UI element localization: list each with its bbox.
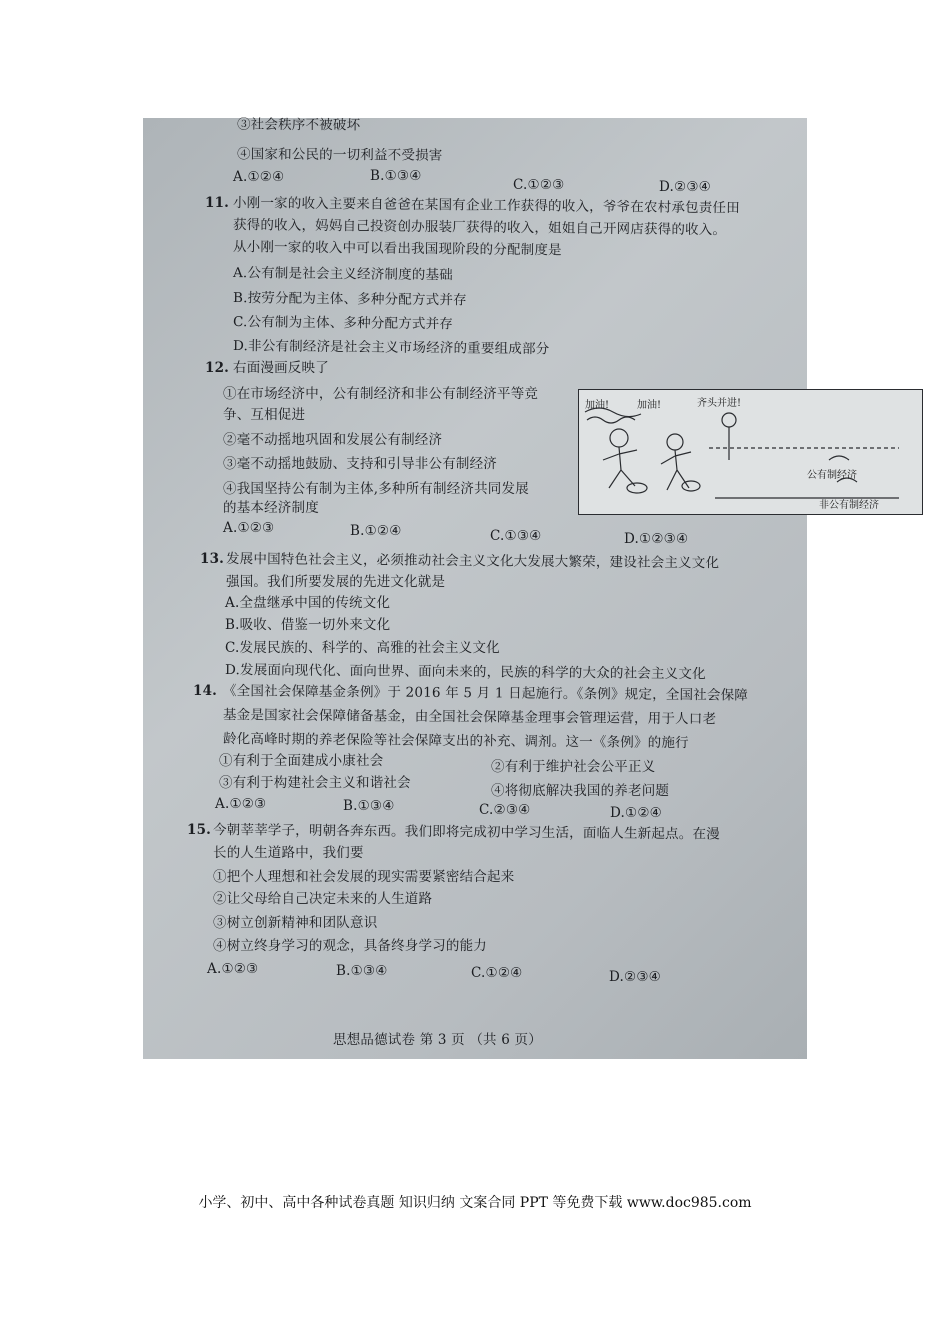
q15-option-c: C.①②④ — [471, 965, 523, 981]
q11-stem-line-3: 从小刚一家的收入中可以看出我国现阶段的分配制度是 — [232, 239, 562, 259]
q14-stem-line-1: 《全国社会保障基金条例》于 2016 年 5 月 1 日起施行。《条例》规定，全国社会保障 — [222, 683, 749, 704]
q14-item-4: ④将彻底解决我国的养老问题 — [491, 783, 670, 799]
q14-option-b: B.①③④ — [343, 798, 395, 814]
scanned-exam-page — [143, 116, 879, 1059]
q14-item-3: ③有利于构建社会主义和谐社会 — [219, 775, 411, 791]
q15-item-2: ②让父母给自己决定未来的人生道路 — [213, 891, 433, 907]
q12-option-b: B.①②④ — [350, 523, 402, 539]
q13-stem-line-1: 发展中国特色社会主义，必须推动社会主义文化大发展大繁荣，建设社会主义文化 — [225, 551, 720, 572]
q12-option-a: A.①②③ — [223, 520, 275, 536]
q15-item-1: ①把个人理想和社会发展的现实需要紧密结合起来 — [213, 869, 515, 885]
q14-number: 14. — [193, 683, 218, 699]
q10-option-b: B.①③④ — [370, 168, 422, 184]
q15-item-4: ④树立终身学习的观念，具备终身学习的能力 — [213, 938, 487, 954]
q11-stem-line-2: 获得的收入，妈妈自己投资创办服装厂获得的收入，姐姐自己开网店获得的收入。 — [232, 217, 727, 239]
q14-stem-line-3: 龄化高峰时期的养老保险等社会保障支出的补充、调剂。这一《条例》的施行 — [222, 731, 689, 752]
q14-item-2: ②有利于维护社会公平正义 — [491, 759, 656, 775]
cartoon-bubble-1: 加油! — [585, 400, 610, 411]
q11-stem-line-1: 小刚一家的收入主要来自爸爸在某国有企业工作获得的收入，爷爷在农村承包责任田 — [232, 195, 740, 217]
q12-item-1a: ①在市场经济中，公有制经济和非公有制经济平等竞 — [223, 386, 539, 402]
download-note: 小学、初中、高中各种试卷真题 知识归纳 文案合同 PPT 等免费下载 www.doc985.com — [198, 1195, 752, 1211]
q15-number: 15. — [187, 822, 212, 838]
q11-option-d: D.非公有制经济是社会主义市场经济的重要组成部分 — [232, 338, 550, 358]
q15-option-b: B.①③④ — [336, 963, 388, 979]
q15-stem-line-1: 今朝莘莘学子，明朝各奔东西。我们即将完成初中学习生活，面临人生新起点。在漫 — [212, 822, 720, 843]
q12-item-3: ③毫不动摇地鼓励、支持和引导非公有制经济 — [223, 456, 497, 472]
q11-option-c: C.公有制为主体、多种分配方式并存 — [232, 314, 454, 333]
q13-number: 13. — [200, 551, 225, 567]
q11-number: 11. — [205, 195, 230, 211]
q10-item-4: ④国家和公民的一切利益不受损害 — [236, 146, 443, 164]
q15-option-a: A.①②③ — [207, 961, 259, 977]
q13-option-b: B.吸收、借鉴一切外来文化 — [225, 617, 391, 633]
q12-item-4a: ④我国坚持公有制为主体,多种所有制经济共同发展 — [223, 481, 529, 497]
q12-option-c: C.①③④ — [490, 528, 542, 544]
q14-option-c: C.②③④ — [479, 802, 531, 818]
q10-option-d: D.②③④ — [659, 179, 711, 195]
cartoon-bubble-3: 齐头并进! — [697, 398, 742, 409]
cartoon-figure — [578, 389, 923, 515]
q12-number: 12. — [205, 360, 230, 376]
q12-stem: 右面漫画反映了 — [233, 360, 329, 376]
q14-option-d: D.①②④ — [610, 805, 662, 821]
q12-item-4b: 的基本经济制度 — [223, 500, 319, 516]
q13-option-c: C.发展民族的、科学的、高雅的社会主义文化 — [225, 640, 500, 656]
q13-stem-line-2: 强国。我们所要发展的先进文化就是 — [226, 574, 446, 590]
q13-option-d: D.发展面向现代化、面向世界、面向未来的，民族的科学的大众的社会主义文化 — [224, 662, 706, 683]
q15-option-d: D.②③④ — [609, 969, 661, 985]
q12-option-d: D.①②③④ — [624, 531, 689, 547]
q14-item-1: ①有利于全面建成小康社会 — [219, 753, 384, 769]
q11-option-b: B.按劳分配为主体、多种分配方式并存 — [232, 290, 467, 309]
q12-item-2: ②毫不动摇地巩固和发展公有制经济 — [223, 432, 443, 448]
q10-option-a: A.①②④ — [233, 169, 285, 185]
q14-stem-line-2: 基金是国家社会保障储备基金，由全国社会保障基金理事会管理运营，用于人口老 — [222, 707, 717, 728]
q13-option-a: A.全盘继承中国的传统文化 — [225, 595, 391, 611]
q12-item-1b: 争、互相促进 — [223, 407, 306, 423]
cartoon-label-public: 公有制经济 — [807, 470, 857, 481]
q11-option-a: A.公有制是社会主义经济制度的基础 — [232, 265, 454, 284]
q15-item-3: ③树立创新精神和团队意识 — [213, 915, 378, 931]
cartoon-bubble-2: 加油! — [637, 400, 662, 411]
q15-stem-line-2: 长的人生道路中，我们要 — [213, 845, 364, 861]
q14-option-a: A.①②③ — [215, 796, 267, 812]
exam-page-footer: 思想品德试卷 第 3 页 （共 6 页） — [333, 1032, 542, 1048]
q10-option-c: C.①②③ — [513, 177, 565, 193]
q10-item-3: ③社会秩序不被破坏 — [236, 116, 361, 134]
cartoon-label-nonpublic: 非公有制经济 — [819, 500, 879, 511]
cartoon-drawing — [579, 390, 919, 510]
